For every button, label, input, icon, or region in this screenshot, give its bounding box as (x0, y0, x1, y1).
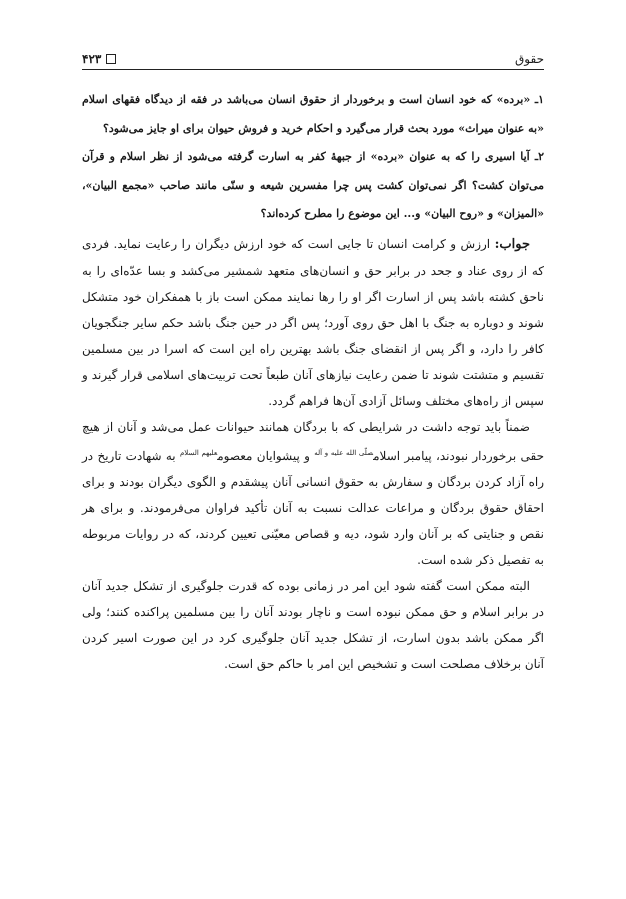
paragraph-3: البته ممكن است گفته شود اين امر در زمانى بوده كه قدرت جلوگيرى از تشكل جديد آنان در برابر اسلام و حق ممكن نبوده است و ناچار بودند آنان را بين مسلمين پراكنده كنند؛ ولى اگر ممكن باشد بدون اسارت، از تشكل جديد آنان جلوگيرى كرد در اين صورت اسير كردن آنان برخلاف مصلحت است و تشخيص اين امر با حاكم حق است. (82, 578, 544, 671)
page-body (82, 86, 544, 677)
paragraph-2-part-3: به شهادت تاريخ در راه آزاد كردن بردگان و سفارش به حقوق انسانى آنان پيشقدم و الگوى ديگران بودند و براى احقاق حقوق بردگان و مراعات عدالت نسبت به آنان تأكيد فراوان مى‌فرمودند. و براى هر نقص و جنايتى كه بر آنان وارد شود، ديه و قصاص معيّنى تعيين كردند، كه در روايات مربوطه به تفصيل ذكر شده است. (82, 448, 544, 567)
header-divider (82, 69, 544, 70)
answer-label: جواب: (494, 236, 530, 252)
honorific-prophet: صلّی الله علیه و آله (314, 448, 374, 457)
question-1: ۱ـ «برده» كه خود انسان است و برخوردار از حقوق انسان مى‌باشد در فقه از ديدگاه فقهاى اسلام «به عنوان ميراث» مورد بحث قرار مى‌گيرد و احكام خريد و فروش حيوان براى او جايز مى‌شود؟ (82, 93, 544, 135)
question-2: ۲ـ آيا اسيرى را كه به عنوان «برده» از جبههٔ كفر به اسارت گرفته مى‌شود از نظر اسلام و قرآن مى‌توان كشت؟ اگر نمى‌توان كشت پس چرا مفسرين شيعه و سنّى مانند صاحب «مجمع البيان»، «الميزان» و «روح البيان» و... اين موضوع را مطرح كرده‌اند؟ (82, 150, 544, 220)
answer-text: ارزش و كرامت انسان تا جايى است كه خود ارزش ديگران را رعايت نمايد. فردى كه از روى عناد و جحد در برابر حق و انسان‌هاى متعهد شمشير مى‌كشد و بسا عدّه‌اى را به ناحق كشته باشد پس از اسارت اگر او را رها نمايند ممكن است باز با همفكران خود متشكل شوند و دوباره به جنگ با اهل حق روى آورد؛ پس اگر در حين جنگ باشد حكم ساير جنگجويان كافر را دارد، و اگر پس از انقضاى جنگ باشد بهترين راه اين است كه اسرا در بين مسلمين تقسيم و متشتت شوند تا ضمن رعايت نيازهاى آنان طبعاً تحت تربيت‌هاى اسلامى قرار گيرند و سپس از راه‌هاى مختلف وسائل آزادى آن‌ها فراهم گردد. (82, 236, 544, 408)
page-header (82, 44, 544, 66)
square-ornament-icon (106, 54, 116, 64)
paragraph-2-part-2: و پيشوايان معصوم (217, 448, 315, 463)
paragraph-2-part-1: ضمناً بايد توجه داشت در شرايطى كه با بردگان همانند حيوانات عمل مى‌شد و آنان از هيچ حقى برخوردار نبودند، پيامبر اسلام (82, 419, 545, 463)
answer-paragraph (82, 231, 544, 414)
running-title: حقوق (515, 52, 544, 66)
page-number: ۴۲۳ (82, 52, 102, 66)
honorific-imams: علیهم السلام (179, 448, 218, 457)
page-number-box (82, 52, 116, 66)
paragraph-2 (82, 414, 544, 573)
